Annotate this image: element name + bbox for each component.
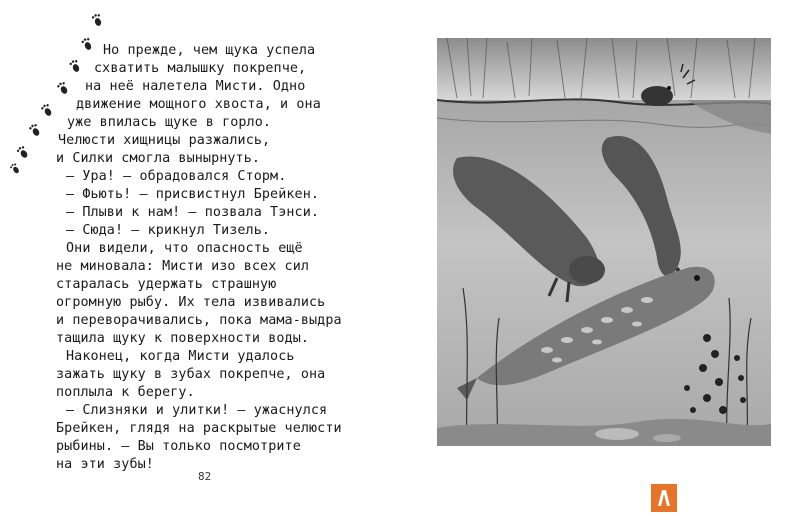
- text-line: — Ура! — обрадовался Сторм.: [66, 169, 287, 184]
- text-line: не миновала: Мисти изо всех сил: [56, 259, 310, 274]
- text-line: на неё налетела Мисти. Одно: [85, 79, 306, 94]
- text-line: — Слизняки и улитки! — ужаснулся: [66, 403, 328, 418]
- text-line: — Сюда! — крикнул Тизель.: [66, 223, 271, 238]
- text-line: Брейкен, глядя на раскрытые челюсти: [56, 421, 342, 436]
- text-line: зажать щуку в зубах покрепче, она: [56, 367, 326, 382]
- text-line: — Фьють! — присвистнул Брейкен.: [66, 187, 320, 202]
- text-line: уже впилась щуке в горло.: [67, 115, 272, 130]
- text-line: тащила щуку к поверхности воды.: [56, 331, 310, 346]
- publisher-logo: [651, 484, 677, 512]
- text-line: рыбины. — Вы только посмотрите: [56, 439, 301, 454]
- page-number: 82: [198, 470, 212, 483]
- text-line: схватить малышку покрепче,: [94, 61, 307, 76]
- text-line: Наконец, когда Мисти удалось: [66, 349, 295, 364]
- text-line: поплыла к берегу.: [56, 385, 195, 400]
- text-line: Но прежде, чем щука успела: [103, 43, 316, 58]
- text-line: — Плыви к нам! — позвала Тэнси.: [66, 205, 320, 220]
- text-line: Челюсти хищницы разжались,: [58, 133, 271, 148]
- text-line: Они видели, что опасность ещё: [66, 241, 303, 256]
- text-line: старалась удержать страшную: [56, 277, 277, 292]
- text-line: и Силки смогла вынырнуть.: [56, 151, 261, 166]
- logo-background: [651, 484, 677, 512]
- text-line: огромную рыбу. Их тела извивались: [56, 295, 326, 310]
- text-line: и переворачивались, пока мама-выдра: [56, 313, 342, 328]
- otter-pike-illustration: [437, 38, 771, 446]
- text-line: движение мощного хвоста, и она: [76, 97, 321, 112]
- text-line: на эти зубы!: [56, 457, 154, 472]
